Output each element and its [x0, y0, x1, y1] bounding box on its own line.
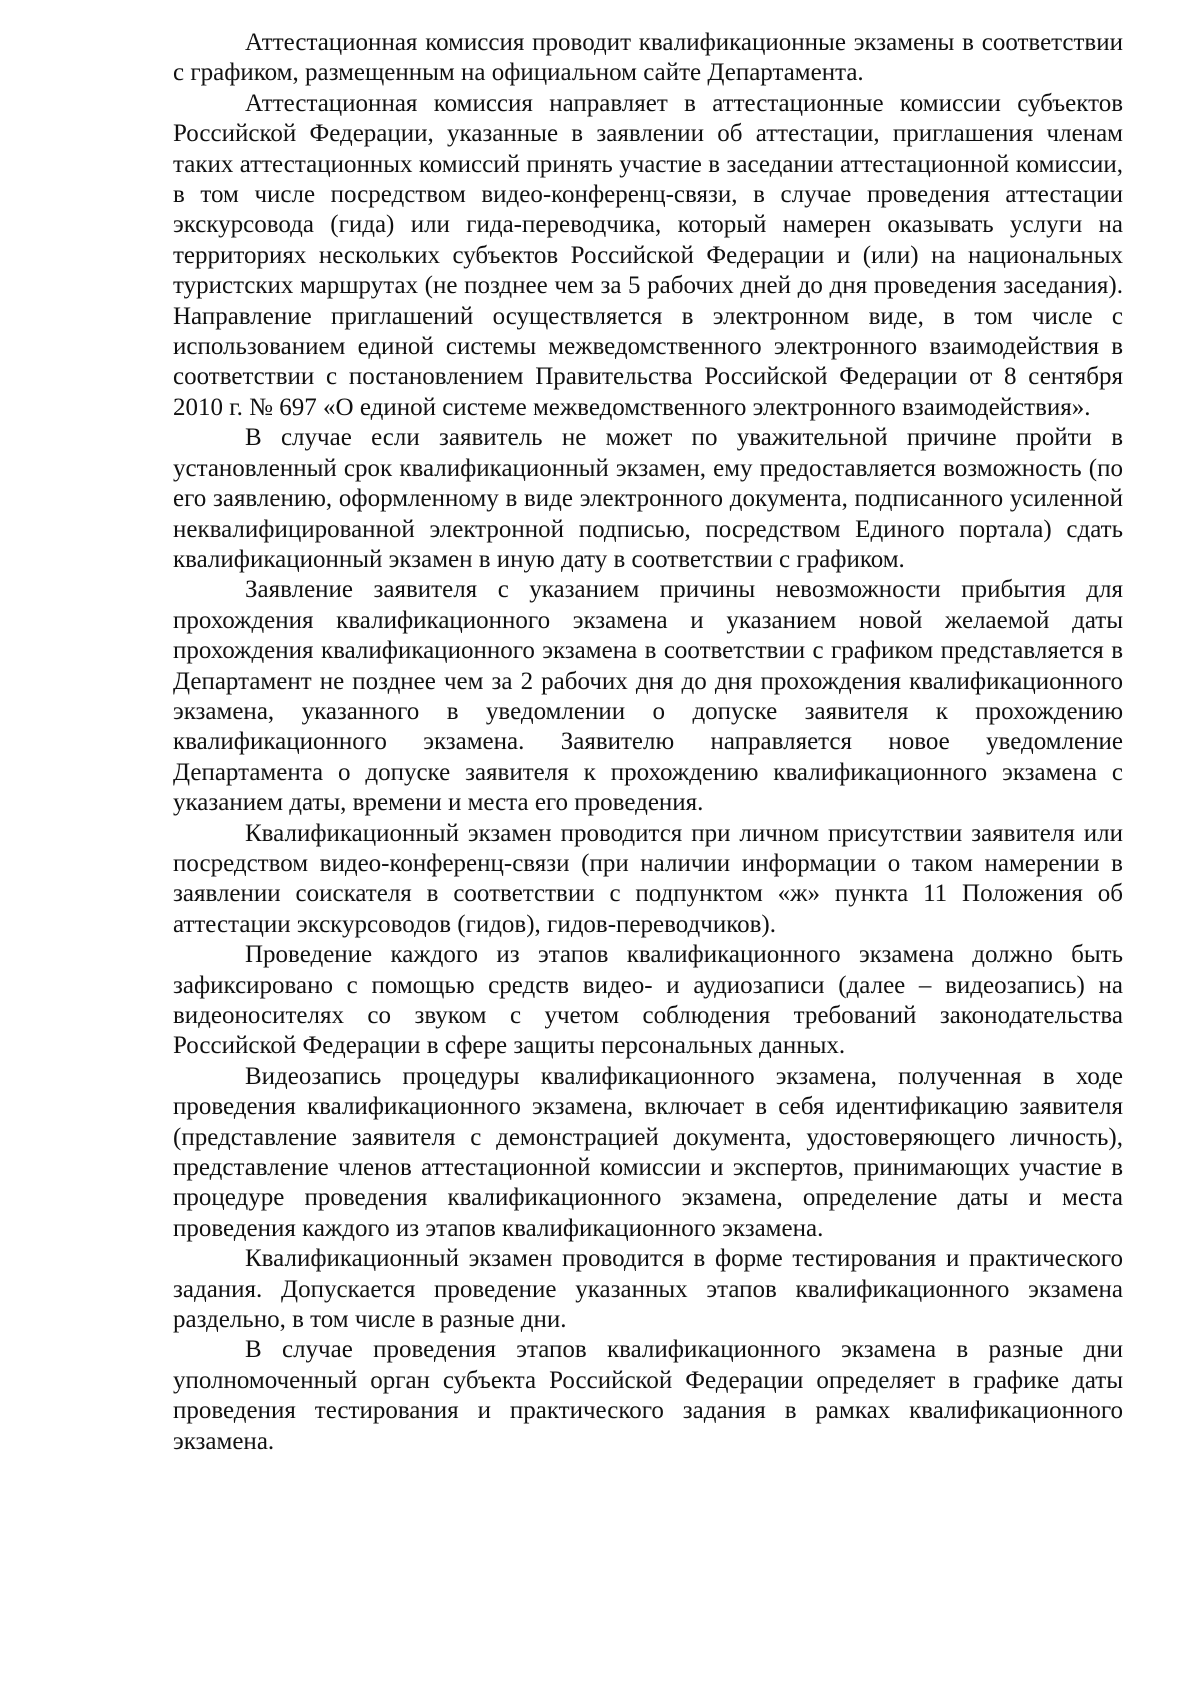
- paragraph-rescheduling: В случае если заявитель не может по уважительной причине пройти в установленный срок квалификационный экзамен, ему предоставляется возможность (по его заявлению, оформленному в виде электронного документа, подписанного усиленной неквалифицированной электронной подписью, посредством Единого портала) сдать квалификационный экзамен в иную дату в соответствии с графиком.: [173, 424, 1123, 573]
- paragraph-exam-attendance: Квалификационный экзамен проводится при личном присутствии заявителя или посредством видео-конференц-связи (при наличии информации о таком намерении в заявлении соискателя в соответствии с подпунктом «ж» пункта 11 Положения об аттестации экскурсоводов (гидов), гидов-переводчиков).: [173, 819, 1123, 938]
- paragraph-separate-days: В случае проведения этапов квалификационного экзамена в разные дни уполномоченный орган субъекта Российской Федерации определяет в графике даты проведения тестирования и практического задания в рамках квалификационного экзамена.: [173, 1336, 1123, 1455]
- paragraph-exam-form: Квалификационный экзамен проводится в форме тестирования и практического задания. Допускается проведение указанных этапов квалификационного экзамена раздельно, в том числе в разные дни.: [173, 1245, 1123, 1334]
- paragraph-recording-contents: Видеозапись процедуры квалификационного экзамена, полученная в ходе проведения квалификационного экзамена, включает в себя идентификацию заявителя (представление заявителя с демонстрацией документа, удостоверяющего личность), представление членов аттестационной комиссии и экспертов, принимающих участие в процедуре проведения квалификационного экзамена, определение даты и места проведения каждого из этапов квалификационного экзамена.: [173, 1062, 1123, 1242]
- document-page: [173, 28, 1123, 1457]
- paragraph-rescheduling-application: Заявление заявителя с указанием причины невозможности прибытия для прохождения квалификационного экзамена и указанием новой желаемой даты прохождения квалификационного экзамена в соответствии с графиком представляется в Департамент не позднее чем за 2 рабочих дня до дня прохождения квалификационного экзамена, указанного в уведомлении о допуске заявителя к прохождению квалификационного экзамена. Заявителю направляется новое уведомление Департамента о допуске заявителя к прохождению квалификационного экзамена с указанием даты, времени и места его проведения.: [173, 576, 1123, 817]
- paragraph-video-recording: Проведение каждого из этапов квалификационного экзамена должно быть зафиксировано с помощью средств видео- и аудиозаписи (далее – видеозапись) на видеоносителях со звуком с учетом соблюдения требований законодательства Российской Федерации в сфере защиты персональных данных.: [173, 941, 1123, 1060]
- paragraph-invitations: Аттестационная комиссия направляет в аттестационные комиссии субъектов Российской Федерации, указанные в заявлении об аттестации, приглашения членам таких аттестационных комиссий принять участие в заседании аттестационной комиссии, в том числе посредством видео-конференц-связи, в случае проведения аттестации экскурсовода (гида) или гида-переводчика, который намерен оказывать услуги на территориях нескольких субъектов Российской Федерации и (или) на национальных туристских маршрутах (не позднее чем за 5 рабочих дней до дня проведения заседания). Направление приглашений осуществляется в электронном виде, в том числе с использованием единой системы межведомственного электронного взаимодействия в соответствии с постановлением Правительства Российской Федерации от 8 сентября 2010 г. № 697 «О единой системе межведомственного электронного взаимодействия».: [173, 89, 1123, 421]
- paragraph-exam-schedule: Аттестационная комиссия проводит квалификационные экзамены в соответствии с графиком, размещенным на официальном сайте Департамента.: [173, 29, 1123, 87]
